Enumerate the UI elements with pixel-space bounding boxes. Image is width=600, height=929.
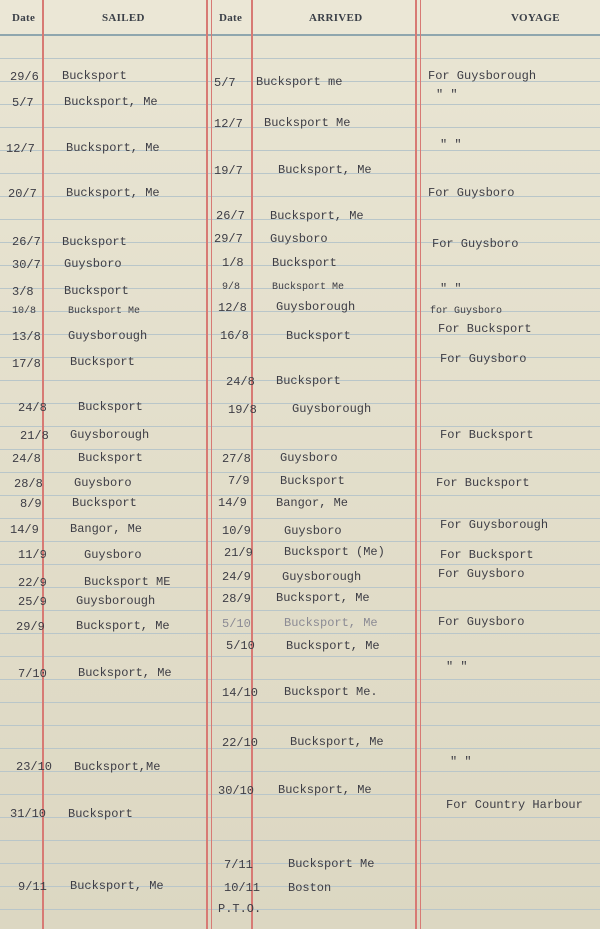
column-rule xyxy=(415,0,417,929)
voyage-entry: " " xyxy=(436,88,458,102)
arrived-date: 10/11 xyxy=(224,881,261,895)
sailed-date: 22/9 xyxy=(18,576,47,590)
sailed-place: Guysborough xyxy=(68,329,148,343)
sailed-place: Bucksport xyxy=(64,284,129,298)
voyage-entry: For Bucksport xyxy=(436,476,530,490)
sailed-place: Bucksport, Me xyxy=(76,619,170,633)
arrived-date: 24/8 xyxy=(226,375,255,389)
column-header-row xyxy=(0,0,600,36)
arrived-date: 5/10 xyxy=(226,639,255,653)
voyage-entry: For Guysborough xyxy=(428,69,537,83)
header-date-arrived: Date xyxy=(219,12,243,24)
sailed-date: 25/9 xyxy=(18,595,47,609)
column-rule xyxy=(420,0,421,929)
arrived-date: 22/10 xyxy=(222,736,259,750)
arrived-place: Bucksport xyxy=(276,374,341,388)
header-voyage: VOYAGE xyxy=(511,12,560,24)
arrived-date: 19/7 xyxy=(214,164,243,178)
sailed-place: Bucksport xyxy=(72,496,137,510)
arrived-date: 21/9 xyxy=(224,546,253,560)
voyage-entry: For Guysboro xyxy=(432,237,519,251)
sailed-date: 29/6 xyxy=(10,70,39,84)
sailed-place: Bucksport, Me xyxy=(70,879,164,893)
column-rule xyxy=(211,0,212,929)
sailed-place: Bangor, Me xyxy=(70,522,143,536)
arrived-date: 12/7 xyxy=(214,117,243,131)
sailed-date: 14/9 xyxy=(10,523,39,537)
arrived-place: Guysborough xyxy=(282,570,362,584)
arrived-place: Bucksport, Me xyxy=(290,735,384,749)
arrived-place: Bucksport, Me xyxy=(286,639,380,653)
sailed-date: 23/10 xyxy=(16,760,53,774)
sailed-date: 28/8 xyxy=(14,477,43,491)
arrived-place: Boston xyxy=(288,881,332,895)
arrived-date: 27/8 xyxy=(222,452,251,466)
arrived-place: Bangor, Me xyxy=(276,496,349,510)
sailed-place: Guysboro xyxy=(64,257,122,271)
header-sailed: SAILED xyxy=(102,12,145,24)
sailed-place: Bucksport, Me xyxy=(66,141,160,155)
voyage-entry: For Guysboro xyxy=(438,615,525,629)
arrived-place: Bucksport, Me xyxy=(270,209,364,223)
arrived-date: 10/9 xyxy=(222,524,251,538)
voyage-entry: For Bucksport xyxy=(440,428,534,442)
sailed-date: 7/10 xyxy=(18,667,47,681)
arrived-place: Bucksport Me xyxy=(272,282,345,293)
sailed-place: Bucksport xyxy=(68,807,133,821)
sailed-date: 29/9 xyxy=(16,620,45,634)
arrived-place: Bucksport, Me xyxy=(278,163,372,177)
sailed-date: 9/11 xyxy=(18,880,47,894)
voyage-entry: For Guysboro xyxy=(438,567,525,581)
voyage-entry: " " xyxy=(440,282,462,296)
sailed-date: 11/9 xyxy=(18,548,47,562)
arrived-place: Guysborough xyxy=(276,300,356,314)
arrived-place: Bucksport xyxy=(280,474,345,488)
arrived-date: 5/10 xyxy=(222,617,251,631)
sailed-place: Guysboro xyxy=(74,476,132,490)
arrived-place: Bucksport Me xyxy=(288,857,375,871)
arrived-date: 29/7 xyxy=(214,232,243,246)
arrived-date: 9/8 xyxy=(222,282,241,293)
arrived-date: 7/11 xyxy=(224,858,253,872)
sailed-date: 31/10 xyxy=(10,807,47,821)
sailed-place: Guysboro xyxy=(84,548,142,562)
header-arrived: ARRIVED xyxy=(309,12,363,24)
arrived-date: 14/9 xyxy=(218,496,247,510)
sailed-date: 24/8 xyxy=(12,452,41,466)
arrived-date: 14/10 xyxy=(222,686,259,700)
arrived-date: 16/8 xyxy=(220,329,249,343)
sailed-date: 8/9 xyxy=(20,497,42,511)
arrived-place: Bucksport (Me) xyxy=(284,545,385,559)
arrived-place: Guysborough xyxy=(292,402,372,416)
sailed-place: Bucksport ME xyxy=(84,575,171,589)
sailed-place: Bucksport xyxy=(70,355,135,369)
sailed-date: 5/7 xyxy=(12,96,34,110)
arrived-place: Bucksport, Me xyxy=(278,783,372,797)
voyage-entry: " " xyxy=(446,660,468,674)
voyage-entry: For Guysboro xyxy=(440,352,527,366)
sailed-place: Bucksport, Me xyxy=(66,186,160,200)
arrived-date: 7/9 xyxy=(228,474,250,488)
sailed-place: Bucksport xyxy=(62,235,127,249)
arrived-date: 1/8 xyxy=(222,256,244,270)
voyage-entry: For Country Harbour xyxy=(446,798,583,812)
sailed-date: 20/7 xyxy=(8,187,37,201)
arrived-place: Bucksport Me. xyxy=(284,685,378,699)
arrived-date: 28/9 xyxy=(222,592,251,606)
arrived-place: Bucksport, Me xyxy=(276,591,370,605)
arrived-date: 5/7 xyxy=(214,76,236,90)
column-rule xyxy=(206,0,208,929)
sailed-date: 26/7 xyxy=(12,235,41,249)
sailed-place: Bucksport xyxy=(62,69,127,83)
sailed-place: Bucksport Me xyxy=(68,306,141,317)
voyage-entry: For Guysboro xyxy=(428,186,515,200)
arrived-date: 12/8 xyxy=(218,301,247,315)
sailed-place: Guysborough xyxy=(70,428,150,442)
voyage-entry: " " xyxy=(440,138,462,152)
arrived-date: 24/9 xyxy=(222,570,251,584)
voyage-entry: for Guysboro xyxy=(430,306,503,317)
column-rule xyxy=(42,0,44,929)
voyage-entry: " " xyxy=(450,755,472,769)
arrived-date: 30/10 xyxy=(218,784,255,798)
sailed-date: 10/8 xyxy=(12,306,37,317)
arrived-place: Bucksport, Me xyxy=(284,616,378,630)
sailed-date: 21/8 xyxy=(20,429,49,443)
arrived-place: Guysboro xyxy=(270,232,328,246)
arrived-place: Bucksport xyxy=(272,256,337,270)
pto-note: P.T.O. xyxy=(218,902,262,916)
sailed-place: Guysborough xyxy=(76,594,156,608)
arrived-place: Bucksport xyxy=(286,329,351,343)
header-date-sailed: Date xyxy=(12,12,36,24)
sailed-date: 17/8 xyxy=(12,357,41,371)
arrived-place: Guysboro xyxy=(284,524,342,538)
arrived-date: 19/8 xyxy=(228,403,257,417)
sailed-place: Bucksport,Me xyxy=(74,760,161,774)
sailed-place: Bucksport, Me xyxy=(64,95,158,109)
sailed-place: Bucksport xyxy=(78,451,143,465)
voyage-entry: For Guysborough xyxy=(440,518,549,532)
sailed-place: Bucksport, Me xyxy=(78,666,172,680)
sailed-place: Bucksport xyxy=(78,400,143,414)
sailed-date: 24/8 xyxy=(18,401,47,415)
sailed-date: 13/8 xyxy=(12,330,41,344)
voyage-entry: For Bucksport xyxy=(438,322,532,336)
arrived-place: Bucksport me xyxy=(256,75,343,89)
arrived-date: 26/7 xyxy=(216,209,245,223)
arrived-place: Guysboro xyxy=(280,451,338,465)
arrived-place: Bucksport Me xyxy=(264,116,351,130)
sailed-date: 12/7 xyxy=(6,142,35,156)
voyage-entry: For Bucksport xyxy=(440,548,534,562)
sailed-date: 30/7 xyxy=(12,258,41,272)
sailed-date: 3/8 xyxy=(12,285,34,299)
